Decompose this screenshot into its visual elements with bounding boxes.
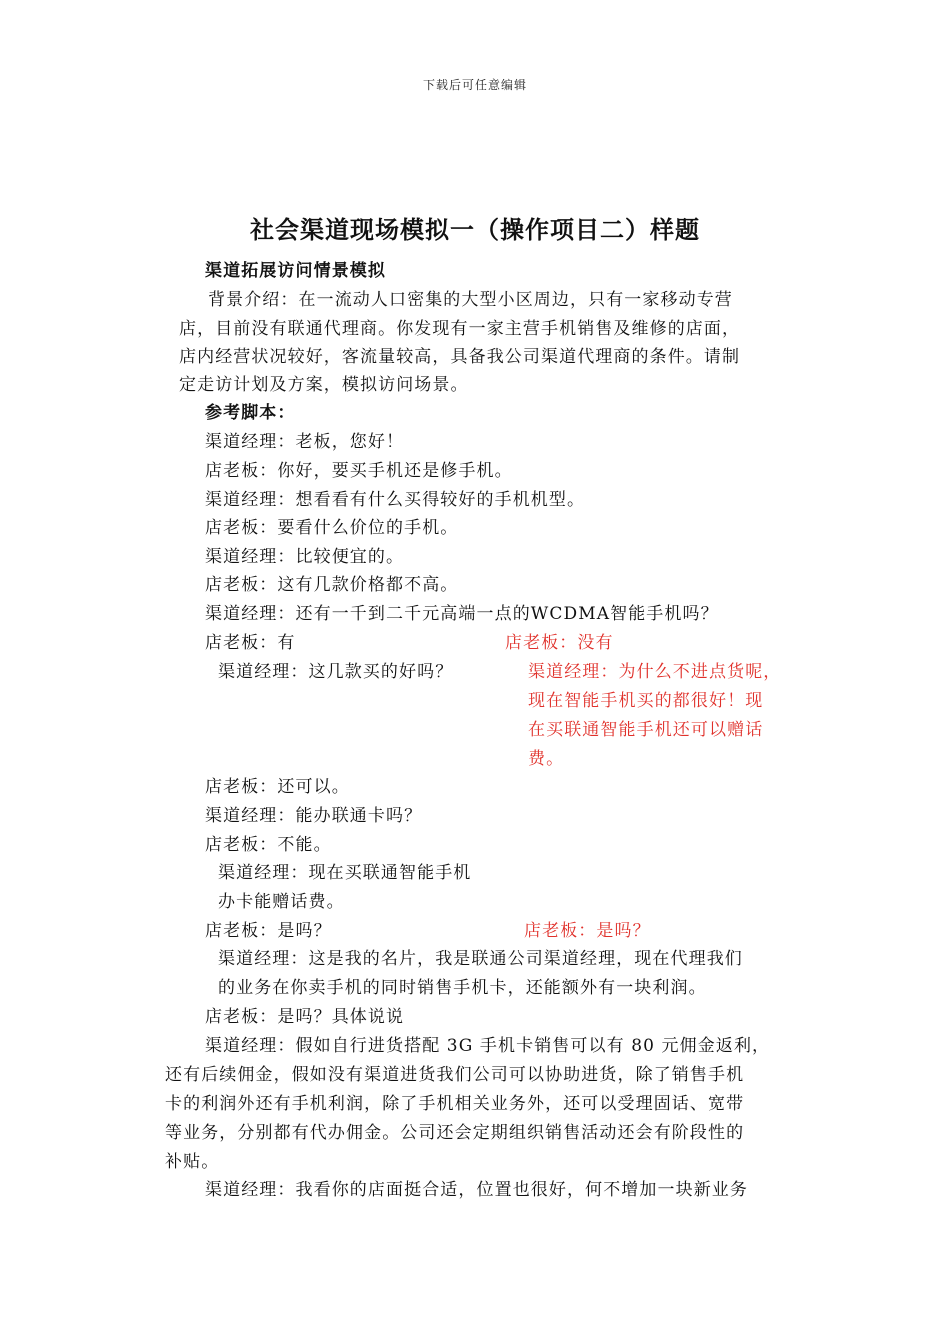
background-line: 店，目前没有联通代理商。你发现有一家主营手机销售及维修的店面， (179, 319, 741, 339)
branch-no-manager-line: 现在智能手机买的都很好！现 (528, 691, 764, 711)
manager-detail-line: 等业务，分别都有代办佣金。公司还会定期组织销售活动还会有阶段性的 (165, 1123, 745, 1143)
dialogue-line: 渠道经理：比较便宜的。 (205, 547, 405, 567)
branch-yes-owner: 店老板：有 (205, 633, 296, 653)
owner-question-left: 店老板：是吗？ (205, 921, 332, 941)
manager-offer-line: 办卡能赠话费。 (218, 892, 345, 912)
dialogue-line: 店老板：这有几款价格都不高。 (205, 575, 459, 595)
branch-no-manager-line: 费。 (528, 749, 565, 769)
owner-detail: 店老板：是吗？具体说说 (205, 1007, 405, 1027)
dialogue-line: 渠道经理：想看看有什么买得较好的手机机型。 (205, 490, 586, 510)
background-line: 背景介绍：在一流动人口密集的大型小区周边，只有一家移动专营 (208, 290, 733, 310)
script-heading: 参考脚本： (205, 403, 296, 423)
dialogue-line: 渠道经理：能办联通卡吗？ (205, 806, 423, 826)
manager-intro-line: 的业务在你卖手机的同时销售手机卡，还能额外有一块利润。 (218, 978, 707, 998)
manager-offer-line: 渠道经理：现在买联通智能手机 (218, 863, 472, 883)
branch-no-owner: 店老板：没有 (505, 633, 614, 653)
branch-no-manager-line: 在买联通智能手机还可以赠话 (528, 720, 764, 740)
background-line: 定走访计划及方案，模拟访问场景。 (179, 375, 469, 395)
manager-detail-line: 渠道经理：假如自行进货搭配 3G 手机卡销售可以有 80 元佣金返利， (205, 1036, 771, 1056)
manager-detail-line: 卡的利润外还有手机利润，除了手机相关业务外，还可以受理固话、宽带 (165, 1094, 745, 1114)
dialogue-line: 渠道经理：还有一千到二千元高端一点的WCDMA智能手机吗？ (205, 604, 719, 624)
manager-detail-line: 补贴。 (165, 1152, 220, 1172)
manager-detail-line: 还有后续佣金，假如没有渠道进货我们公司可以协助进货，除了销售手机 (165, 1065, 745, 1085)
section-heading: 渠道拓展访问情景模拟 (205, 261, 386, 281)
owner-question-right: 店老板：是吗？ (524, 921, 651, 941)
manager-last: 渠道经理：我看你的店面挺合适，位置也很好，何不增加一块新业务 (205, 1180, 748, 1200)
background-line: 店内经营状况较好，客流量较高，具备我公司渠道代理商的条件。请制 (179, 347, 741, 367)
branch-no-manager-line: 渠道经理：为什么不进点货呢， (528, 662, 782, 682)
document-title: 社会渠道现场模拟一（操作项目二）样题 (250, 215, 700, 244)
branch-yes-manager: 渠道经理：这几款买的好吗？ (218, 662, 454, 682)
dialogue-line: 店老板：还可以。 (205, 777, 350, 797)
dialogue-line: 店老板：要看什么价位的手机。 (205, 518, 459, 538)
dialogue-line: 店老板：你好，要买手机还是修手机。 (205, 461, 513, 481)
page-header-note: 下载后可任意编辑 (422, 78, 527, 92)
dialogue-line: 店老板：不能。 (205, 835, 332, 855)
manager-intro-line: 渠道经理：这是我的名片，我是联通公司渠道经理，现在代理我们 (218, 949, 743, 969)
dialogue-line: 渠道经理：老板，您好！ (205, 432, 405, 452)
